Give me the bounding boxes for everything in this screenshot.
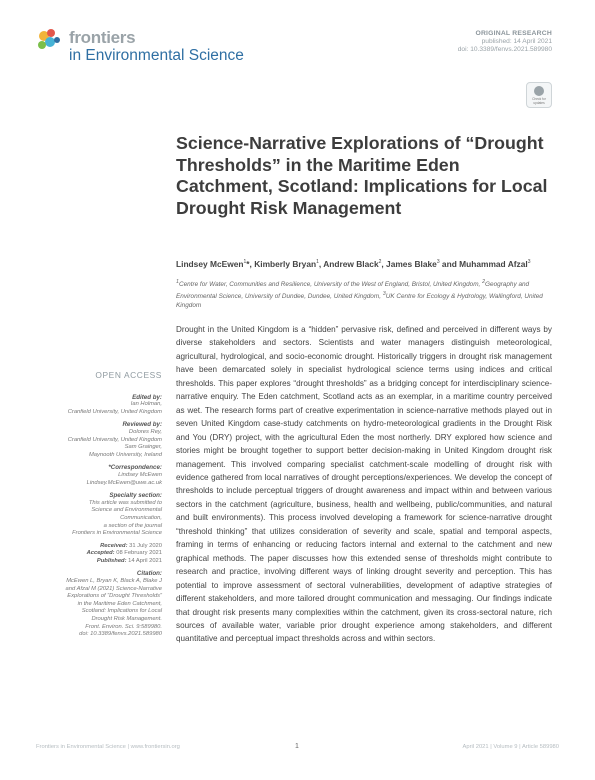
reviewer-affiliation: Maynooth University, Ireland [88,451,162,458]
author-name[interactable]: James Blake [386,259,437,269]
author-sep: , [381,259,387,269]
received-label: Received: [100,542,128,549]
journal-logo [36,26,244,66]
footer-journal[interactable]: Frontiers in Environmental Science | www.frontiersin.org [36,744,180,750]
correspondent-name: Lindsey McEwen [118,471,162,478]
affil-sup: 2 [482,279,486,285]
accepted-label: Accepted: [86,550,115,557]
article-title: Science-Narrative Explorations of “Drought Thresholds” in the Maritime Eden Catchment, Scotland: Implications for Local Drought Risk Management [176,133,548,218]
abstract-text: Drought in the United Kingdom is a “hidden” pervasive risk, defined and perceived in different ways by diverse stakeholders and sectors. Scientists and water managers distinguish meteorological, agricultural, hydrological, and socio-economic drought. Historically triggers in drought risk management have been demarcated solely in specialist hydrological science terms using indices and critical thresholds. This paper explores “drought thresholds” as a bridging concept for interdisciplinary science-narrative enquiry. The Eden catchment, Scotland acts as an exemplar, in a maritime country perceived as wet. The research forms part of creative experimentation in science-narrative methods played out in seven United Kingdom case-study catchments on hydro-meteorological gradients in the Drought Risk and You (DRY) project, with the agricultural Eden the most northerly. DRY explored how science and stories might be brought together to support better decision-making in United Kingdom drought risk management. This involved comparing specialist catchment-scale modelling of drought risk with evidence gathered from local narratives of drought perceptions/experiences. We develop the concept of thresholds to include perceptual triggers of drought awareness and impact within and between various sectors in the catchment (agriculture, business, health and wellbeing, public/communities, and natural and built environments). This process involved developing a framework for science-narrative drought “threshold thinking” that utilizes consideration of severity and scale, spatial and temporal aspects, framing in terms of enhancing or reducing factors internal and external to the catchment and new graphical methods. The paper discusses how this extended sense of thresholds might contribute to research and practice, involving different ways of linking drought severity and perception. This has potential to improve assessment of sectoral vulnerabilities, development of adaptive strategies of different stakeholders, and more tailored drought communication and messaging. Our findings indicate that drought risk presents many complexities within the catchment, given its cross-sectoral nature, rich sources of available water, variable prior drought experience among stakeholders, and different quantitative and perceptual impact thresholds across and within sectors. [176,325,552,644]
affiliations [176,278,561,311]
affil-sup: 3 [382,290,386,297]
affil-sup: 1 [176,279,179,285]
check-updates-icon [534,86,544,96]
published-label: Published: [96,557,127,564]
doi[interactable]: doi: 10.3389/fenvs.2021.589980 [457,46,552,53]
reviewer-name: Dolores Rey, [128,428,162,435]
specialty-line: Communication, [120,514,162,521]
published-row [36,558,162,566]
correspondence-block [36,464,162,487]
citation-label: Citation: [136,570,162,578]
author-sup: 2 [378,259,382,266]
specialty-line: Science and Environmental [91,507,162,514]
published-date-sidebar: 14 April 2021 [128,557,162,564]
author-sep: and [439,259,460,269]
reviewed-by-label: Reviewed by: [122,421,162,429]
abstract [176,323,552,646]
citation-line: Explorations of “Drought Thresholds” [67,593,162,600]
affiliation-2: Geography and Environmental Science, University of Dundee, Dundee, United Kingdom, [176,281,530,300]
citation-line: McEwen L, Bryan K, Black A, Blake J [66,578,162,585]
logo-word-frontiers: frontiers [69,28,136,47]
citation-block [36,570,162,638]
citation-line: and Afzal M (2021) Science-Narrative [65,585,162,592]
accepted-row [36,550,162,558]
author-sup: 3 [436,259,440,266]
citation-line: Scotland: Implications for Local [81,608,162,615]
check-updates-label: Check for updates [532,97,546,105]
citation-line: Drought Risk Management. [91,616,162,623]
specialty-line: This article was submitted to [88,499,162,506]
reviewer-affiliation: Cranfield University, United Kingdom [67,436,162,443]
sidebar [36,372,162,644]
correspondence-label: *Correspondence: [108,464,162,472]
author-list [176,259,576,269]
frontiers-logo-icon [36,28,66,52]
author-sup: 1 [243,259,247,266]
logo-journal-name: in Environmental Science [69,47,244,64]
received-date: 31 July 2020 [129,542,162,549]
reviewer-name: Sam Grainger, [124,444,162,451]
author-sep: *, [246,259,255,269]
published-date: published: 14 April 2021 [481,38,552,45]
article-type: ORIGINAL RESEARCH [475,30,552,37]
author-name[interactable]: Muhammad Afzal [459,259,528,269]
author-sup: 1 [316,259,319,266]
edited-by-block [36,394,162,417]
affiliation-3: UK Centre for Ecology & Hydrology, Wallingford, United Kingdom [176,292,543,310]
author-sup: 3 [527,259,531,266]
reviewed-by-block [36,421,162,459]
dates-block [36,543,162,566]
citation-doi[interactable]: doi: 10.3389/fenvs.2021.589980 [79,631,162,638]
edited-by-label: Edited by: [132,393,162,401]
specialty-block [36,492,162,538]
check-for-updates-badge[interactable] [526,82,552,108]
footer-issue: April 2021 | Volume 9 | Article 589980 [462,744,559,750]
page-number: 1 [295,743,299,750]
citation-line: Front. Environ. Sci. 9:589980. [85,623,162,630]
editor-name: Ian Holman, [130,401,162,408]
article-meta [458,30,552,54]
specialty-line: a section of the journal [103,522,162,529]
received-row [36,543,162,551]
author-name[interactable]: Andrew Black [323,259,379,269]
page-footer [36,744,559,756]
specialty-line: Frontiers in Environmental Science [72,530,162,537]
author-name[interactable]: Lindsey McEwen [176,259,244,269]
author-name[interactable]: Kimberly Bryan [254,259,317,269]
specialty-label: Specialty section: [109,492,162,500]
citation-line: in the Maritime Eden Catchment, [77,600,162,607]
correspondent-email[interactable]: Lindsey.McEwen@uwe.ac.uk [86,479,162,486]
editor-affiliation: Cranfield University, United Kingdom [67,408,162,415]
affiliation-1: Centre for Water, Communities and Resilience, University of the West of England, Bristol, United Kingdom, [178,281,483,289]
open-access-label: OPEN ACCESS [95,370,162,380]
accepted-date: 08 February 2021 [116,550,162,557]
author-sep: , [318,259,324,269]
